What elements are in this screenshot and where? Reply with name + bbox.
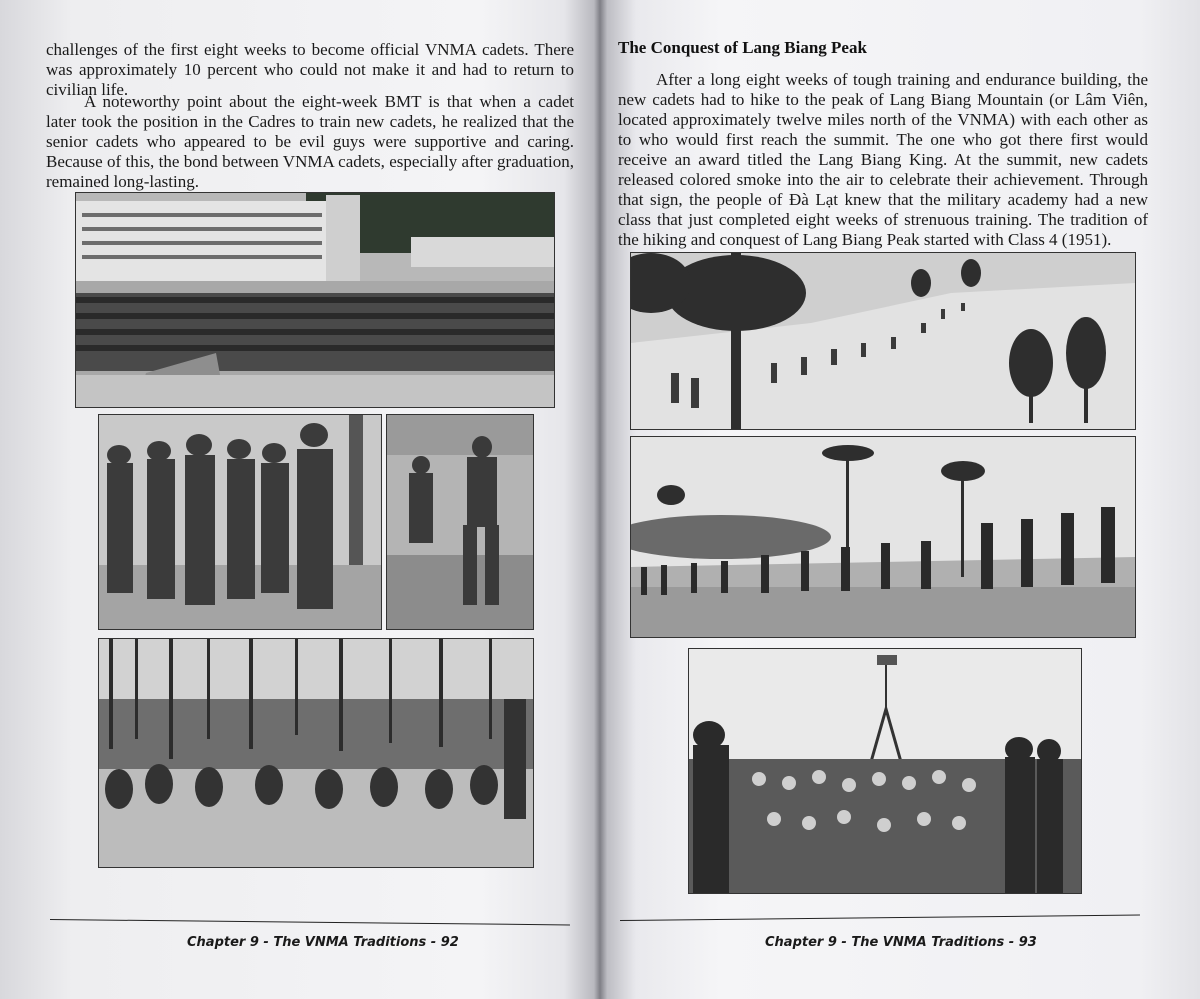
right-footer-rule	[620, 915, 1140, 921]
left-paragraph-1: challenges of the first eight weeks to become official VNMA cadets. There was approximately 10 percent who could not make it and had to return to civilian life.	[46, 40, 574, 99]
photo-cadets-formation	[75, 192, 555, 408]
photo-hike-hillside	[630, 252, 1136, 430]
right-page	[600, 0, 1200, 999]
right-page-footer: Chapter 9 - The VNMA Traditions - 93	[765, 935, 1037, 950]
photo-summit-group	[688, 648, 1082, 894]
left-paragraph-2: A noteworthy point about the eight-week BMT is that when a cadet later took the position in the Cadres to train new cadets, he realized that the senior cadets who appeared to be evil guys were supportive and caring. Because of this, the bond between VNMA cadets, especially after graduation, remained long-lasting.	[46, 92, 574, 191]
photo-cadets-helmets	[98, 414, 382, 630]
left-page-footer: Chapter 9 - The VNMA Traditions - 92	[187, 935, 459, 950]
photo-hike-column	[630, 436, 1136, 638]
right-paragraph-1: After a long eight weeks of tough training and endurance building, the new cadets had to hike to the peak of Lang Biang Mountain (or Lâm Viên, located approximately twelve miles north of the VNMA) with each other as to who would first reach the summit. The one who got there first would receive an award titled the Lang Biang King. At the summit, new cadets released colored smoke into the air to celebrate their achievement. Through that sign, the people of Đà Lạt knew that the military academy had a new class that just completed eight weeks of strenuous training. The tradition of the hiking and conquest of Lang Biang Peak started with Class 4 (1951).	[618, 70, 1148, 249]
section-heading: The Conquest of Lang Biang Peak	[618, 38, 867, 57]
left-page	[0, 0, 590, 999]
photo-cadet-marching	[386, 414, 534, 630]
left-footer-rule	[50, 919, 570, 925]
photo-cadets-forest	[98, 638, 534, 868]
